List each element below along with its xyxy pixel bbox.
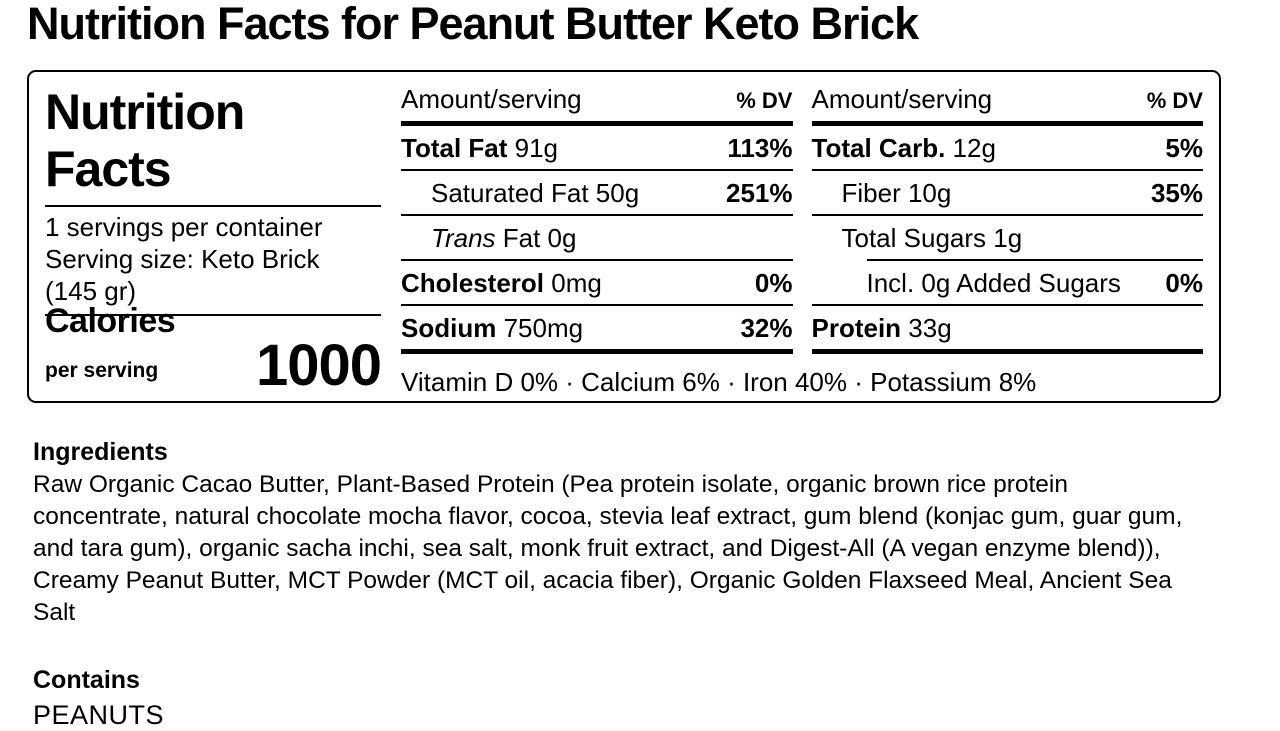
contains-section	[33, 665, 1280, 731]
percent-dv-header: % DV	[736, 88, 793, 113]
serving-size-line1: Serving size: Keto Brick	[45, 244, 320, 274]
nutrient-label: Total Sugars 1g	[841, 223, 1023, 253]
column-header	[812, 82, 1204, 121]
panel-divider	[45, 205, 381, 207]
nutrient-label: Sodium 750mg	[401, 313, 584, 343]
nutrient-label: Saturated Fat 50g	[431, 178, 640, 208]
nutrient-dv: 35%	[1150, 178, 1203, 208]
nutrient-dv: 0%	[1165, 268, 1203, 298]
nutrition-facts-heading-line1: Nutrition	[45, 84, 245, 140]
amount-per-serving-header: Amount/serving	[401, 84, 582, 114]
nutrient-label: Total Fat 91g	[401, 133, 559, 163]
calories-per-serving-label: per serving	[45, 359, 159, 382]
nutrient-row	[401, 216, 793, 259]
contains-heading: Contains	[33, 666, 140, 694]
nutrition-label-left-panel	[45, 82, 381, 401]
nutrient-columns-row	[401, 82, 1203, 354]
nutrient-label: Protein 33g	[811, 313, 952, 343]
nutrient-row	[812, 126, 1204, 169]
nutrient-column-left	[401, 82, 793, 354]
micronutrients-row: Vitamin D 0% · Calcium 6% · Iron 40% · Potassium 8%	[401, 367, 1037, 397]
nutrient-column-right	[812, 82, 1204, 354]
nutrient-dv: 32%	[740, 313, 793, 343]
calories-value: 1000	[255, 333, 381, 398]
nutrient-row	[401, 261, 793, 304]
serving-size-line2: (145 gr)	[45, 276, 137, 306]
nutrient-row	[812, 216, 1204, 259]
nutrient-row	[401, 171, 793, 214]
nutrition-label	[27, 70, 1221, 403]
ingredients-section	[33, 437, 1183, 629]
nutrient-row	[401, 306, 793, 349]
nutrient-rows	[401, 126, 793, 354]
nutrient-columns	[401, 82, 1203, 401]
nutrient-label: Incl. 0g Added Sugars	[866, 268, 1121, 298]
nutrient-label: Cholesterol 0mg	[401, 268, 602, 298]
nutrient-rows	[812, 126, 1204, 354]
ingredients-text: Raw Organic Cacao Butter, Plant-Based Protein (Pea protein isolate, organic brown rice protein concentrate, natural chocolate mocha flavor, cocoa, stevia leaf extract, gum blend (konjac gum, guar gum, and tara gum), organic sacha inchi, sea salt, monk fruit extract, and Digest-All (A vegan enzyme blend)), Creamy Peanut Butter, MCT Powder (MCT oil, acacia fiber), Organic Golden Flaxseed Meal, Ancient Sea Salt	[33, 471, 1183, 626]
nutrient-row	[812, 171, 1204, 214]
servings-per-container: 1 servings per container	[45, 212, 323, 242]
nutrient-label: Trans Fat 0g	[431, 223, 577, 253]
nutrient-dv: 0%	[754, 268, 793, 298]
amount-per-serving-header: Amount/serving	[811, 84, 993, 114]
nutrient-label: Fiber 10g	[841, 178, 952, 208]
page-title: Nutrition Facts for Peanut Butter Keto Brick	[27, 0, 919, 49]
nutrient-dv: 251%	[726, 178, 793, 208]
nutrient-dv: 113%	[727, 133, 793, 163]
calories-row	[45, 333, 381, 398]
nutrient-row	[401, 126, 793, 169]
nutrient-row	[812, 261, 1204, 304]
calories-label: Calories	[45, 302, 176, 340]
ingredients-heading: Ingredients	[33, 438, 168, 466]
column-header	[401, 82, 793, 121]
nutrient-dv: 5%	[1165, 133, 1203, 163]
nutrition-facts-heading	[45, 84, 381, 198]
percent-dv-header: % DV	[1146, 88, 1203, 113]
nutrient-row	[812, 306, 1204, 349]
serving-info	[45, 211, 381, 307]
nutrient-label: Total Carb. 12g	[811, 133, 996, 163]
contains-text: PEANUTS	[33, 700, 165, 730]
nutrition-facts-heading-line2: Facts	[45, 141, 171, 197]
